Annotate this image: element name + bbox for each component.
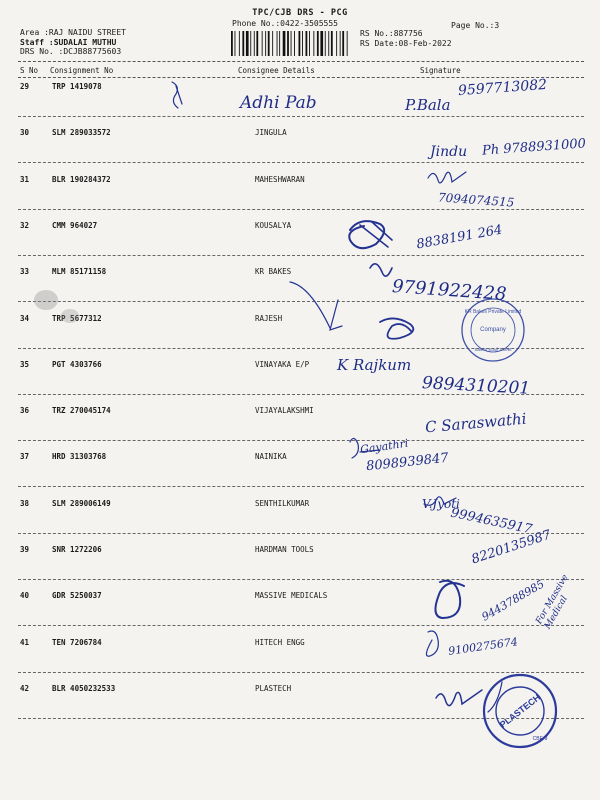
row-consignee: HARDMAN TOOLS — [255, 545, 314, 554]
row-sno: 42 — [20, 683, 30, 693]
area-name: Area :RAJ NAIDU STREET — [20, 28, 126, 37]
sheet-title: TPC/CJB DRS - PCG — [252, 8, 348, 18]
row-consignee: MAHESHWARAN — [255, 174, 305, 184]
rs-number: RS No.:887756 — [360, 29, 423, 38]
col-consignee: Consignee Details — [238, 66, 315, 75]
row-consignment-no: SNR 1272206 — [52, 545, 102, 554]
drs-number: DRS No. :DCJB88775603 — [20, 47, 122, 56]
signature-38-phone: 9994635917 — [449, 505, 534, 538]
plastech-stamp — [484, 675, 556, 747]
row-consignee: PLASTECH — [255, 683, 292, 693]
row-consignment-no: CMM 964027 — [52, 220, 98, 230]
signature-40-note: For Massive Medical — [534, 572, 571, 631]
col-consignment: Consignment No — [50, 66, 114, 75]
row-consignment-no: BLR 190284372 — [52, 174, 111, 184]
row-sno: 32 — [20, 220, 30, 230]
row-consignee: HITECH ENGG — [255, 637, 305, 647]
row-consignment-no: SLM 289033572 — [52, 128, 111, 138]
row-consignment-no: BLR 4050232533 — [52, 683, 116, 693]
col-sno: S No — [20, 66, 39, 75]
phone-number: Phone No.:0422-3505555 — [232, 19, 338, 28]
signature-36-name: C Saraswathi — [424, 409, 528, 437]
row-consignee: KOUSALYA — [255, 220, 292, 230]
kr-bakes-stamp — [462, 299, 524, 361]
signature-30-phone: Ph 9788931000 — [481, 136, 587, 159]
row-consignment-no: TRP 1419078 — [52, 82, 102, 91]
row-consignee: SENTHILKUMAR — [255, 498, 310, 508]
thumb-smudge — [61, 309, 79, 323]
signature-39-phone: 8220135987 — [469, 527, 554, 568]
row-sno: 31 — [20, 174, 30, 184]
row-sno: 39 — [20, 545, 30, 554]
signature-29-phone: 9597713082 — [457, 76, 548, 100]
row-sno: 29 — [20, 82, 30, 91]
signature-33-phone: 9791922428 — [391, 276, 508, 305]
signature-32-phone: 8838191 264 — [415, 222, 504, 253]
kr-bakes-stamp-text-1: KR Bakes Private Limited — [464, 309, 522, 315]
row-sno: 30 — [20, 128, 30, 138]
signature-40-phone: 9443788985 — [479, 577, 547, 624]
row-sno: 38 — [20, 498, 30, 508]
col-signature: Signature — [420, 66, 461, 75]
row-consignment-no: PGT 4303766 — [52, 359, 102, 369]
thumb-smudge — [34, 290, 58, 310]
row-sno: 35 — [20, 359, 30, 369]
signature-29-name: Adhi Pab — [240, 93, 317, 113]
row-consignee: KR BAKES — [255, 267, 292, 277]
signature-41-phone: 9100275674 — [447, 635, 519, 658]
signature-31-phone: 7094074515 — [437, 190, 515, 210]
kr-bakes-stamp-text-2: Company — [480, 327, 506, 333]
signature-37-phone: 8098939847 — [365, 450, 450, 475]
row-consignment-no: GDR 5250037 — [52, 591, 102, 601]
staff-name: Staff :SUDALAI MUTHU — [20, 37, 117, 47]
row-consignment-no: TRP 5677312 — [52, 313, 102, 323]
signature-38-name: V.Jyoti — [422, 497, 460, 511]
row-consignee: VINAYAKA E/P — [255, 359, 310, 369]
row-consignee: MASSIVE MEDICALS — [255, 591, 328, 601]
row-consignment-no: SLM 289006149 — [52, 498, 111, 508]
row-consignment-no: HRD 31303768 — [52, 452, 107, 462]
row-consignment-no: TEN 7206784 — [52, 637, 102, 647]
signature-37-name: Gayathri — [359, 436, 410, 457]
row-consignee: NAINIKA — [255, 452, 287, 462]
signature-30-name: Jindu — [430, 144, 468, 160]
plastech-stamp-text: PLASTECH — [497, 692, 543, 730]
plastech-stamp-sub: CBE-9 — [532, 736, 548, 742]
row-consignee: JINGULA — [255, 128, 287, 138]
rs-date: RS Date:08-Feb-2022 — [360, 38, 452, 48]
row-sno: 37 — [20, 452, 30, 462]
signature-35-name: K Rajkum — [337, 356, 412, 374]
row-sno: 40 — [20, 591, 30, 601]
kr-bakes-stamp-text-3: Salem Kovil Street — [474, 347, 512, 352]
row-sno: 34 — [20, 313, 30, 323]
row-consignee: VIJAYALAKSHMI — [255, 406, 314, 416]
page-number: Page No.:3 — [451, 21, 500, 30]
row-consignment-no: MLM 85171158 — [52, 267, 107, 277]
signature-29-name-2: P.Bala — [405, 96, 451, 114]
signature-scribbles — [172, 82, 502, 712]
row-sno: 36 — [20, 406, 30, 416]
row-consignee: RAJESH — [255, 313, 283, 323]
row-sno: 41 — [20, 637, 30, 647]
row-consignment-no: TRZ 270045174 — [52, 406, 111, 416]
row-sno: 33 — [20, 267, 30, 277]
signature-35-phone: 9894310201 — [421, 373, 531, 399]
